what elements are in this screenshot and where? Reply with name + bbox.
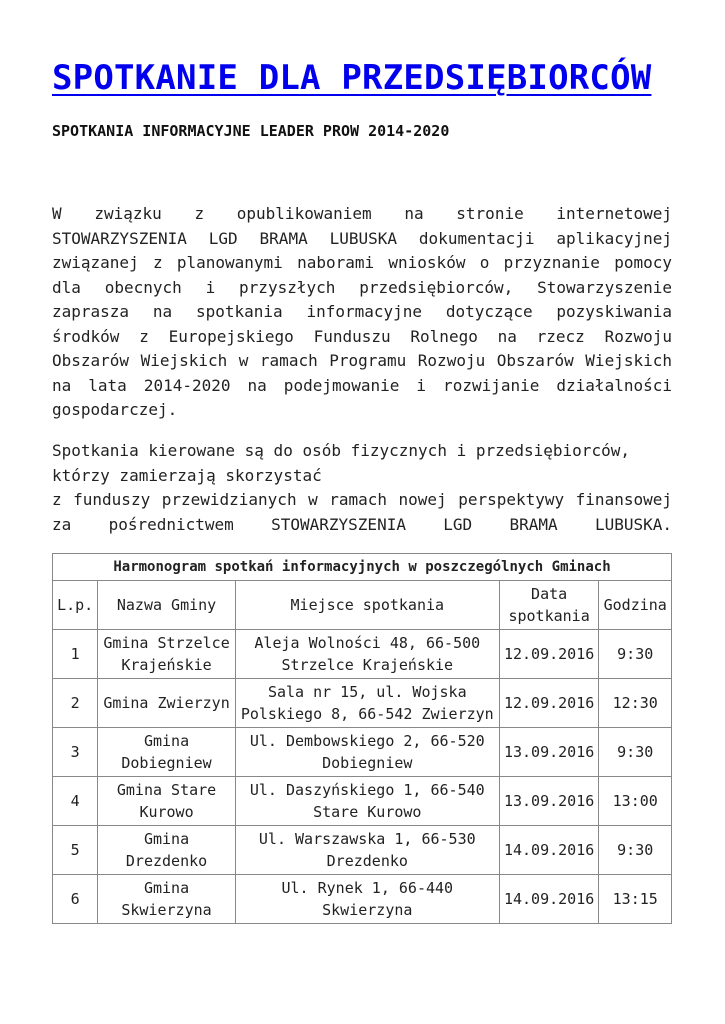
cell-gmina: Gmina Stare Kurowo: [98, 777, 236, 826]
intro-paragraph: W związku z opublikowaniem na stronie internetowej STOWARZYSZENIA LGD BRAMA LUBUSKA dokumentacji aplikacyjnej związanej z planowanymi naborami wniosków o przyznanie pomocy dla obecnych i przyszłych przedsiębiorców, Stowarzyszenie zaprasza na spotkania informacyjne dotyczące pozyskiwania środków z Europejskiego Funduszu Rolnego na rzecz Rozwoju Obszarów Wiejskich w ramach Programu Rozwoju Obszarów Wiejskich na lata 2014-2020 na podejmowanie i rozwijanie działalności gospodarczej.: [52, 204, 672, 419]
cell-miejsce: Ul. Warszawska 1, 66-530 Drezdenko: [235, 826, 499, 875]
cell-godzina: 9:30: [599, 728, 672, 777]
cell-lp: 1: [53, 630, 98, 679]
cell-miejsce: Aleja Wolności 48, 66-500 Strzelce Krajeńskie: [235, 630, 499, 679]
cell-gmina: Gmina Dobiegniew: [98, 728, 236, 777]
cell-lp: 5: [53, 826, 98, 875]
cell-miejsce: Sala nr 15, ul. Wojska Polskiego 8, 66-542 Zwierzyn: [235, 679, 499, 728]
header-lp: L.p.: [53, 581, 98, 630]
table-header-row: [53, 581, 672, 630]
cell-lp: 6: [53, 875, 98, 924]
cell-data: 12.09.2016: [499, 679, 599, 728]
table-row: [53, 875, 672, 924]
table-row: [53, 630, 672, 679]
cell-lp: 2: [53, 679, 98, 728]
header-miejsce: Miejsce spotkania: [235, 581, 499, 630]
cell-godzina: 13:15: [599, 875, 672, 924]
audience-line-1: Spotkania kierowane są do osób fizycznych i przedsiębiorców,: [52, 441, 630, 460]
header-godzina: Godzina: [599, 581, 672, 630]
cell-data: 14.09.2016: [499, 875, 599, 924]
audience-line-3: z funduszy przewidzianych w ramach nowej perspektywy finansowej za pośrednictwem STOWARZYSZENIA LGD BRAMA LUBUSKA.: [52, 490, 672, 534]
cell-godzina: 9:30: [599, 630, 672, 679]
header-data: Data spotkania: [499, 581, 599, 630]
table-caption: Harmonogram spotkań informacyjnych w poszczególnych Gminach: [53, 554, 672, 581]
header-gmina: Nazwa Gminy: [98, 581, 236, 630]
cell-gmina: Gmina Zwierzyn: [98, 679, 236, 728]
cell-gmina: Gmina Skwierzyna: [98, 875, 236, 924]
cell-gmina: Gmina Drezdenko: [98, 826, 236, 875]
cell-lp: 3: [53, 728, 98, 777]
audience-line-2: którzy zamierzają skorzystać: [52, 465, 322, 485]
page-subtitle: SPOTKANIA INFORMACYJNE LEADER PROW 2014-2020: [52, 122, 450, 140]
cell-godzina: 13:00: [599, 777, 672, 826]
cell-lp: 4: [53, 777, 98, 826]
cell-miejsce: Ul. Daszyńskiego 1, 66-540 Stare Kurowo: [235, 777, 499, 826]
cell-data: 12.09.2016: [499, 630, 599, 679]
cell-gmina: Gmina Strzelce Krajeńskie: [98, 630, 236, 679]
page-title-link[interactable]: SPOTKANIE DLA PRZEDSIĘBIORCÓW: [52, 58, 652, 98]
cell-data: 14.09.2016: [499, 826, 599, 875]
audience-paragraph: [52, 439, 672, 537]
table-row: [53, 679, 672, 728]
table-row: [53, 728, 672, 777]
table-row: [53, 777, 672, 826]
meetings-schedule-table: [52, 553, 672, 924]
table-row: [53, 826, 672, 875]
cell-miejsce: Ul. Dembowskiego 2, 66-520 Dobiegniew: [235, 728, 499, 777]
cell-data: 13.09.2016: [499, 728, 599, 777]
cell-godzina: 9:30: [599, 826, 672, 875]
cell-miejsce: Ul. Rynek 1, 66-440 Skwierzyna: [235, 875, 499, 924]
cell-godzina: 12:30: [599, 679, 672, 728]
cell-data: 13.09.2016: [499, 777, 599, 826]
